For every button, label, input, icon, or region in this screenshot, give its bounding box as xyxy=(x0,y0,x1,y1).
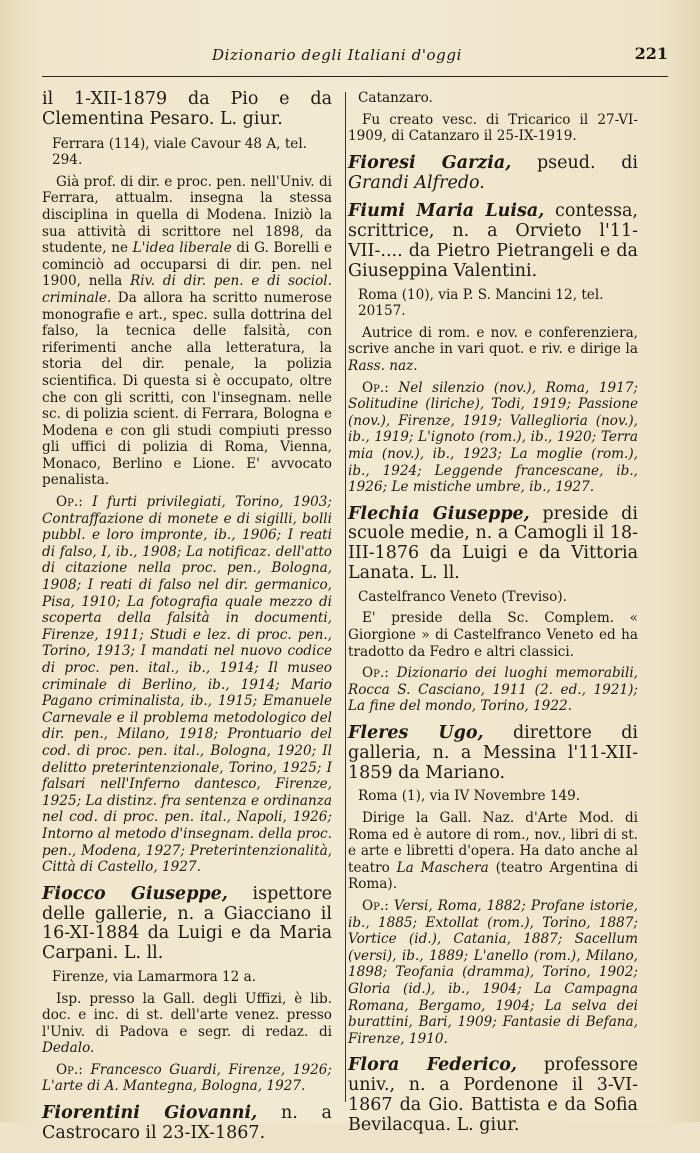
entry-fiumi-maria-luisa xyxy=(348,202,638,495)
entry-works xyxy=(42,1062,332,1095)
entry-continued-right xyxy=(348,90,638,145)
entry-works xyxy=(348,898,638,1047)
entry-address: Roma (1), via IV Novembre 149. xyxy=(358,788,581,805)
right-column xyxy=(348,90,638,1145)
works-label: Op.: xyxy=(362,897,389,914)
entry-address: Castelfranco Veneto (Treviso). xyxy=(358,588,567,605)
entry-biography: Dirige la Gall. Naz. d'Arte Mod. di Roma ed è autore di rom., nov., libri di st. e arte e libretti d'opera. Ha dato anche al teatro La Maschera (teatro Argentina di Roma). xyxy=(348,810,638,893)
page-number: 221 xyxy=(634,44,668,63)
entry-fiorentini-giovanni xyxy=(42,1104,332,1144)
entry-works xyxy=(348,380,638,496)
entry-flechia-giuseppe xyxy=(348,505,638,715)
running-title: Dizionario degli Italiani d'oggi xyxy=(212,46,462,64)
entry-fiocco-giuseppe xyxy=(42,885,332,1095)
entry-name: Fiorentini Giovanni, xyxy=(42,1103,258,1124)
left-column xyxy=(42,90,332,1153)
works-label: Op.: xyxy=(362,665,389,682)
entry-name: Fiumi Maria Luisa, xyxy=(348,201,545,222)
works-list: I furti privilegiati, Torino, 1903; Contraffazione di monete e di sigilli, bolli pubbl. e loro impronte, ib., 1906; I reati di falso, I, ib., 1908; La notificaz. dell'atto di citazione nella proc. pen., Bologna, 1908; I reati di falso nel dir. germanico, Pisa, 1910; La fotografia quale mezzo di scoperta della falsità in documenti, Firenze, 1911; Studi e lez. di proc. pen., Torino, 1913; I mandati nel nuovo codice di proc. pen. ital., ib., 1914; Il museo criminale di Berlino, ib., 1914; Mario Pagano criminalista, ib., 1915; Emanuele Carnevale e il problema metodologico del dir. pen., Milano, 1918; Prontuario del cod. di proc. pen. ital., Bologna, 1920; Il delitto preterintenzionale, Torino, 1925; I falsari nell'Inferno dantesco, Firenze, 1925; La distinz. fra sentenza e ordinanza nel cod. di proc. pen. ital., Napoli, 1926; Intorno al metodo d'insegnam. della proc. pen., Modena, 1927; Preterintenzionalità, Città di Castello, 1927. xyxy=(42,494,332,876)
entry-biography: Autrice di rom. e nov. e conferenziera, scrive anche in vari quot. e riv. e dirige la Rass. naz. xyxy=(348,324,638,374)
entry-heading: Fioresi Garzia, pseud. di Grandi Alfredo. xyxy=(348,152,638,193)
works-list: Versi, Roma, 1882; Profane istorie, ib., 1885; Extollat (rom.), Torino, 1887; Vortice (id.), Catania, 1887; Sacellum (versi), ib., 1889; L'anello (rom.), Milano, 1898; Teofania (dramma), Torino, 1902; Gloria (id.), ib., 1904; La Campagna Romana, Bergamo, 1904; La selva dei burattini, Bari, 1909; Fantasie di Befana, Firenze, 1910. xyxy=(348,897,638,1047)
entry-biography: Fu creato vesc. di Tricarico il 27-VI-1909, di Catanzaro il 25-IX-1919. xyxy=(348,111,638,145)
works-list: Dizionario dei luoghi memorabili, Rocca S. Casciano, 1911 (2. ed., 1921); La fine del mondo, Torino, 1922. xyxy=(348,665,639,715)
entry-fioresi-garzia xyxy=(348,154,638,194)
entry-name: Fiocco Giuseppe, xyxy=(42,883,228,904)
works-list: Francesco Guardi, Firenze, 1926; L'arte di A. Mantegna, Bologna, 1927. xyxy=(42,1061,332,1095)
entry-works xyxy=(348,665,638,715)
page-header xyxy=(42,46,668,74)
works-list: Nel silenzio (nov.), Roma, 1917; Solitudine (liriche), Todi, 1919; Passione (nov.), Firenze, 1919; Valleglioria (nov.), ib., 1919; L'ignoto (rom.), ib., 1920; Terra mia (nov.), ib., 1923; La moglie (rom.), ib., 1924; Leggende francescane, ib., 1926; Le mistiche umbre, ib., 1927. xyxy=(348,379,638,496)
entry-heading-continued: il 1-XII-1879 da Pio e da Clementina Pesaro. L. giur. xyxy=(42,89,332,129)
header-rule xyxy=(42,76,668,77)
entry-biography: E' preside della Sc. Complem. « Giorgione » di Castelfranco Veneto ed ha tradotto da Fedro e altri classici. xyxy=(348,610,638,660)
works-label: Op.: xyxy=(362,379,389,396)
entry-name: Flechia Giuseppe, xyxy=(348,503,530,524)
works-label: Op.: xyxy=(56,494,83,511)
entry-works xyxy=(42,494,332,876)
entry-biography: Isp. presso la Gall. degli Uffizi, è lib. doc. e inc. di st. dell'arte venez. presso l'Univ. di Padova e segr. di redaz. di Dedalo. xyxy=(42,990,332,1057)
entry-address: Ferrara (114), viale Cavour 48 A, tel. 294. xyxy=(52,135,307,169)
entry-heading: Fiorentini Giovanni, n. a Castrocaro il 23-IX-1867. xyxy=(42,1103,332,1143)
entry-name: Fioresi Garzia, xyxy=(348,152,512,173)
entry-flora-federico xyxy=(348,1056,638,1135)
entry-address: Firenze, via Lamarmora 12 a. xyxy=(52,968,257,985)
entry-heading: Flechia Giuseppe, preside di scuole medie, n. a Camogli il 18-III-1876 da Luigi e da Vittoria Lanata. L. ll. xyxy=(348,503,638,584)
works-label: Op.: xyxy=(56,1061,83,1078)
entry-heading: Flora Federico, professore univ., n. a Pordenone il 3-VI-1867 da Gio. Battista e da Sofia Bevilacqua. L. giur. xyxy=(348,1055,638,1135)
entry-name: Flora Federico, xyxy=(348,1055,517,1076)
entry-heading: Fiocco Giuseppe, ispettore delle gallerie, n. a Giacciano il 16-XI-1884 da Luigi e da Maria Carpani. L. ll. xyxy=(42,883,332,964)
entry-continued-left xyxy=(42,90,332,876)
column-rule xyxy=(345,92,346,1102)
entry-biography: Già prof. di dir. e proc. pen. nell'Univ. di Ferrara, attualm. insegna la stessa disciplina in quella di Modena. Iniziò la sua attività di scrittore nel 1898, da studente, ne L'idea liberale di G. Borelli e cominciò ad occuparsi di dir. pen. nel 1900, nella Riv. di dir. pen. e di sociol. criminale. Da allora ha scritto numerose monografie e art., spec. sulla dottrina del falso, la tecnica delle falsità, con riferimenti anche alla letteratura, la storia del dir. penale, la polizia scientifica. Di questa si è occupato, oltre che con gli scritti, con l'insegnam. nelle sc. di polizia scient. di Ferrara, Bologna e Modena e con gli studi compiuti presso gli uffici di polizia di Roma, Vienna, Monaco, Berlino e Lione. E' avvocato penalista. xyxy=(42,173,332,489)
entry-heading: Fiumi Maria Luisa, contessa, scrittrice, n. a Orvieto l'11-VII-.... da Pietro Pietrangeli e da Giuseppina Valentini. xyxy=(348,201,638,281)
entry-address: Roma (10), via P. S. Mancini 12, tel. 20157. xyxy=(358,286,604,320)
entry-name: Fleres Ugo, xyxy=(348,723,484,744)
entry-heading: Fleres Ugo, direttore di galleria, n. a Messina l'11-XII-1859 da Mariano. xyxy=(348,723,638,783)
entry-address: Catanzaro. xyxy=(358,90,433,106)
entry-fleres-ugo xyxy=(348,724,638,1047)
